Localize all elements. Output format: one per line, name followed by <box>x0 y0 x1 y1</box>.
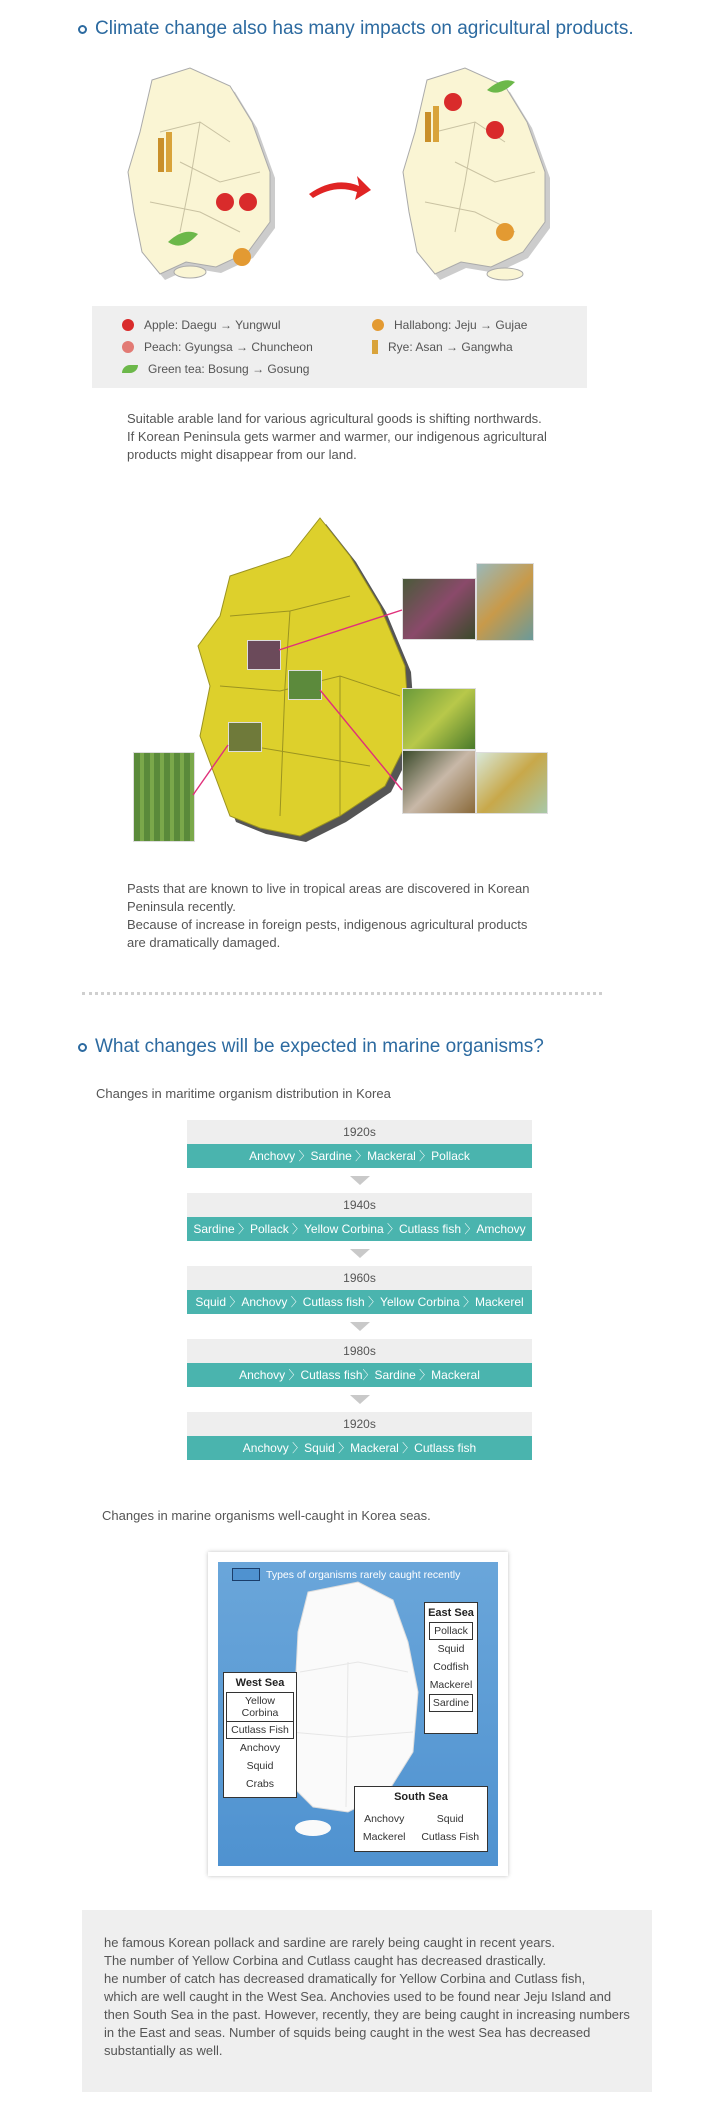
east-sea-box: East Sea Pollack Squid Codfish Mackerel Sardine <box>424 1602 478 1734</box>
pest-photo <box>476 563 534 641</box>
legend-item: Rye: Asan → Gangwha <box>372 336 527 358</box>
marine-note-box <box>82 1910 652 2092</box>
down-arrow-icon <box>187 1168 532 1193</box>
south-sea-box: South Sea Anchovy Mackerel Squid Cutlass Fish <box>354 1786 488 1852</box>
west-sea-box: West Sea Yellow Corbina Cutlass Fish Anchovy Squid Crabs <box>223 1672 297 1798</box>
marine-note-text: he famous Korean pollack and sardine are rarely being caught in recent years. The number of Yellow Corbina and Cutlass caught has decreased drastically. he number of catch has decreased dramatically for Yellow Corbina and Cutlass fish, which are well caught in the West Sea. Anchovies used to be found near Jeju Island and then South Sea in the past. However, recently, they are being caught in increasing numbers in the East and seas. Number of squids being caught in the west Sea has decreased substantially as well. <box>104 1935 630 2058</box>
leaf-icon <box>122 365 138 373</box>
legend-right-column <box>372 314 527 358</box>
pest-thumbnail <box>247 640 281 670</box>
distribution-timeline <box>187 1120 532 1460</box>
timeline-sequence: Anchovy 〉Sardine 〉Mackeral 〉Pollack <box>187 1144 532 1168</box>
timeline-period: 1980s <box>187 1339 532 1363</box>
section1-heading <box>78 18 634 40</box>
hallabong-icon <box>372 319 384 331</box>
timeline-period: 1960s <box>187 1266 532 1290</box>
timeline-period: 1920s <box>187 1120 532 1144</box>
sea-map-legend: Types of organisms rarely caught recently <box>232 1568 460 1581</box>
legend-item: Peach: Gyungsa → Chuncheon <box>122 336 313 358</box>
timeline-sequence: Sardine 〉Pollack 〉Yellow Corbina 〉Cutlass fish 〉Amchovy <box>187 1217 532 1241</box>
timeline-sequence: Squid 〉Anchovy 〉Cutlass fish 〉Yellow Corbina 〉Mackerel <box>187 1290 532 1314</box>
pest-photo <box>402 578 476 640</box>
rye-icon <box>372 340 378 354</box>
timeline-sequence: Anchovy 〉Squid 〉Mackeral 〉Cutlass fish <box>187 1436 532 1460</box>
hallabong-icon <box>496 223 514 241</box>
pest-photo <box>476 752 548 814</box>
legend-item: Green tea: Bosung → Gosung <box>122 358 313 380</box>
red-arrow-icon <box>305 168 373 204</box>
sea-map-subtitle: Changes in marine organisms well-caught in Korea seas. <box>102 1508 431 1523</box>
section3-title: What changes will be expected in marine organisms? <box>95 1036 544 1057</box>
legend-swatch <box>232 1568 260 1581</box>
down-arrow-icon <box>187 1387 532 1412</box>
legend-item: Hallabong: Jeju → Gujae <box>372 314 527 336</box>
pest-photo <box>402 688 476 750</box>
section2-paragraph: Pasts that are known to live in tropical areas are discovered in Korean Peninsula recently. Because of increase in foreign pests, indigenous agricultural products are dramatically damaged. <box>127 881 530 950</box>
down-arrow-icon <box>187 1314 532 1339</box>
down-arrow-icon <box>187 1241 532 1266</box>
korea-map-after <box>395 62 575 287</box>
circle-bullet-icon <box>78 1043 87 1052</box>
pest-thumbnail <box>228 722 262 752</box>
legend-item: Apple: Daegu → Yungwul <box>122 314 313 336</box>
section1-title: Climate change also has many impacts on agricultural products. <box>95 18 634 39</box>
section1-paragraph: Suitable arable land for various agricultural goods is shifting northwards. If Korean Peninsula gets warmer and warmer, our indigenous agricultural products might disappear from our land. <box>127 411 547 462</box>
pest-thumbnail <box>288 670 322 700</box>
sea-map <box>218 1562 498 1866</box>
pest-photo <box>133 752 195 842</box>
section3-heading <box>78 1036 544 1058</box>
timeline-period: 1920s <box>187 1412 532 1436</box>
peach-icon <box>122 341 134 353</box>
timeline-sequence: Anchovy 〉Cutlass fish〉Sardine 〉Mackeral <box>187 1363 532 1387</box>
circle-bullet-icon <box>78 25 87 34</box>
apple-icon <box>122 319 134 331</box>
korea-map-before <box>120 62 300 287</box>
sea-map-frame <box>208 1552 508 1876</box>
timeline-period: 1940s <box>187 1193 532 1217</box>
legend-left-column <box>122 314 313 380</box>
dotted-divider <box>82 992 602 995</box>
timeline-subtitle: Changes in maritime organism distribution in Korea <box>96 1086 391 1101</box>
hallabong-icon <box>233 248 251 266</box>
pest-photo <box>402 750 476 814</box>
crop-legend <box>92 306 587 388</box>
